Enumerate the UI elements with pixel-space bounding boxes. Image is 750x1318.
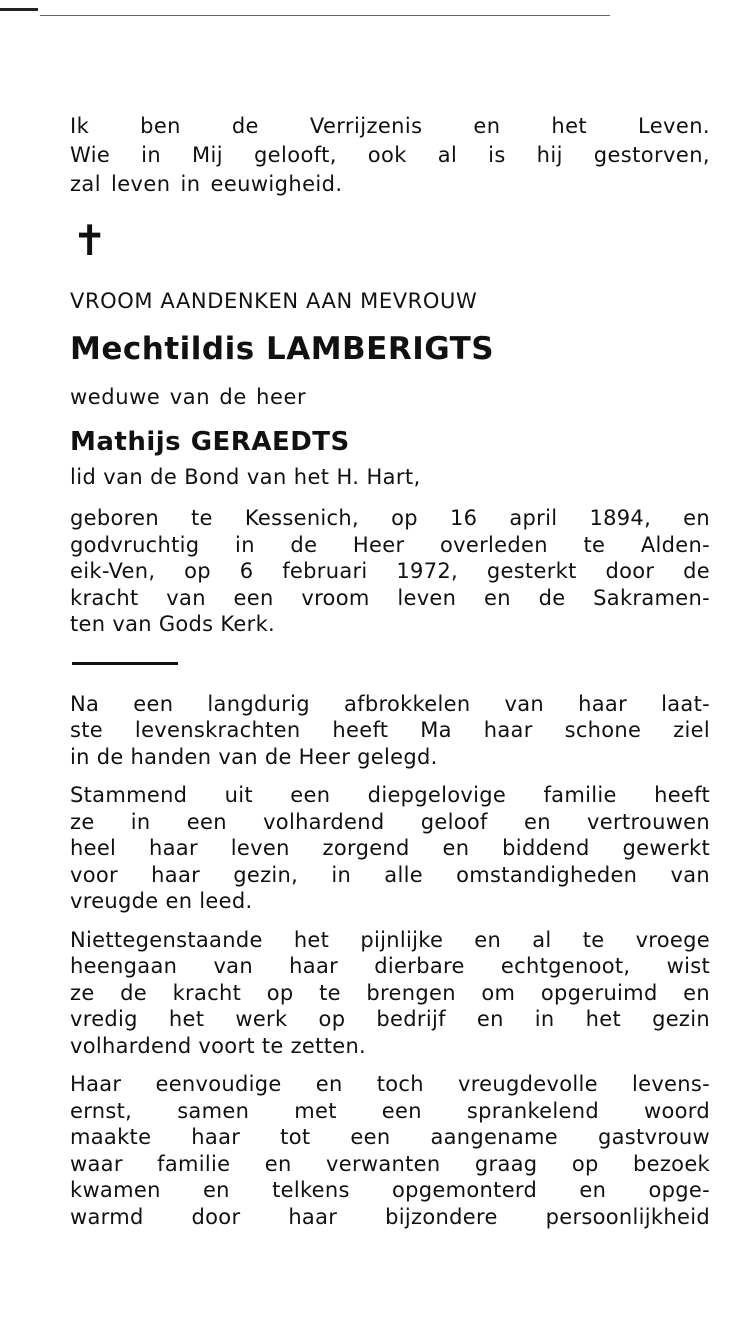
paragraph-line: waar familie en verwanten graag op bezoek [70, 1151, 710, 1176]
memorial-intro: VROOM AANDENKEN AAN MEVROUW [70, 289, 478, 313]
paragraph-line: in de handen van de Heer gelegd. [70, 744, 438, 769]
paragraph-line: ernst, samen met een sprankelend woord [70, 1098, 710, 1123]
paragraph-2 [70, 782, 710, 915]
paragraph-line: ze de kracht op te brengen om opgeruimd en [70, 980, 710, 1005]
bio-line: ten van Gods Kerk. [70, 612, 276, 636]
paragraph-line: maakte haar tot een aangename gastvrouw [70, 1125, 710, 1149]
paragraph-line: Haar eenvoudige en toch vreugdevolle levens- [70, 1072, 710, 1096]
biography [70, 505, 710, 638]
quote-line: Ik ben de Verrijzenis en het Leven. [70, 114, 710, 138]
bio-line: eik-Ven, op 6 februari 1972, gesterkt door de [70, 559, 710, 583]
paragraph-line: warmd door haar bijzondere persoonlijkheid [70, 1204, 710, 1229]
section-divider [72, 662, 178, 665]
paragraph-line: Na een langdurig afbrokkelen van haar laat- [70, 691, 710, 716]
bio-line: kracht van een vroom leven en de Sakramen- [70, 585, 710, 610]
paragraph-line: ze in een volhardend geloof en vertrouwen [70, 809, 710, 834]
paragraph-line: Stammend uit een diepgelovige familie heeft [70, 783, 710, 807]
widow-of-text: weduwe van de heer [70, 385, 307, 409]
paragraph-3 [70, 927, 710, 1060]
paragraph-line: vredig het werk op bedrijf en in het gezin [70, 1007, 710, 1031]
memorial-card [70, 112, 710, 1242]
deceased-name: Mechtildis LAMBERIGTS [70, 331, 495, 367]
paragraph-line: heengaan van haar dierbare echtgenoot, wist [70, 954, 710, 978]
cross-icon: ✝ [72, 216, 108, 265]
top-rule-thick [0, 8, 38, 11]
membership-text: lid van de Bond van het H. Hart, [70, 465, 421, 489]
paragraph-line: vreugde en leed. [70, 889, 253, 913]
spouse-name: Mathijs GERAEDTS [70, 427, 350, 457]
paragraph-line: heel haar leven zorgend en biddend gewerkt [70, 836, 710, 860]
bio-line: geboren te Kessenich, op 16 april 1894, en [70, 506, 710, 530]
quote-line: zal leven in eeuwigheid. [70, 172, 343, 196]
paragraph-line: ste levenskrachten heeft Ma haar schone ziel [70, 718, 710, 742]
scripture-quote [70, 112, 710, 199]
top-rule [40, 15, 610, 16]
paragraph-line: voor haar gezin, in alle omstandigheden van [70, 862, 710, 887]
paragraph-line: volhardend voort te zetten. [70, 1033, 367, 1058]
paragraph-1 [70, 691, 710, 771]
paragraph-line: kwamen en telkens opgemonterd en opge- [70, 1178, 710, 1202]
bio-line: godvruchtig in de Heer overleden te Alden- [70, 532, 710, 557]
paragraph-4 [70, 1071, 710, 1230]
quote-line: Wie in Mij gelooft, ook al is hij gestorven, [70, 143, 710, 167]
paragraph-line: Niettegenstaande het pijnlijke en al te vroege [70, 927, 710, 952]
